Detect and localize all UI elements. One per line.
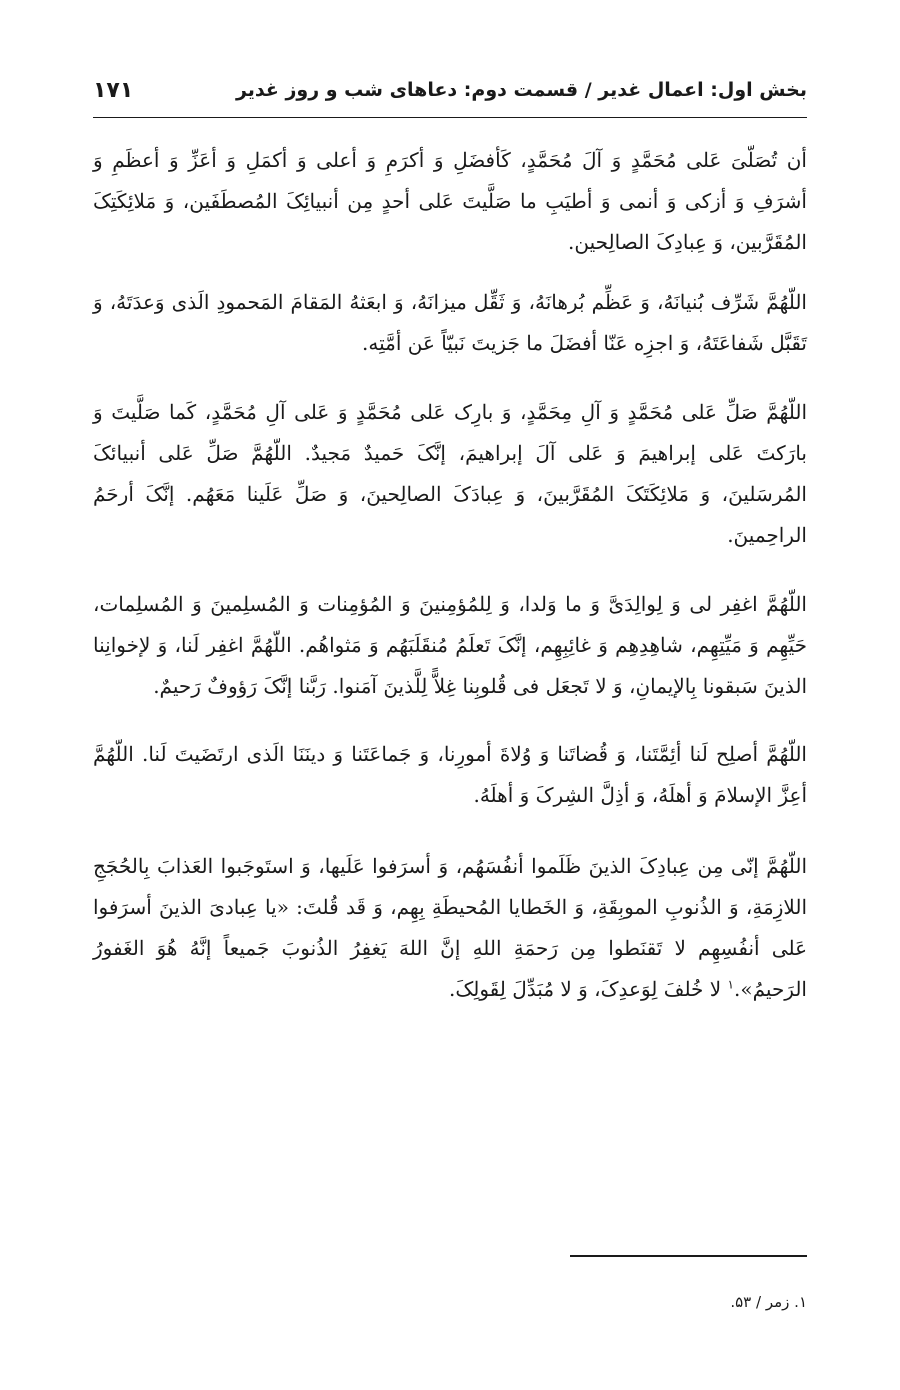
page-number: ۱۷۱ <box>93 77 134 103</box>
paragraph-5: اللّهُمَّ أصلِح لَنا أئِمَّتَنا، وَ قُضاتَنا وَ وُلاةَ أمورِنا، وَ جَماعَتَنا وَ دینَنَا الَذی ارتَضَیتَ لَنا. اللّهُمَّ أعِزَّ الإسلامَ وَ أهلَهُ، وَ أذِلَّ الشِرکَ وَ أهلَهُ. <box>93 742 807 807</box>
paragraph-1: أن تُصَلّیَ عَلی مُحَمَّدٍ وَ آلَ مُحَمَّدٍ، کَأفضَلِ وَ أکرَمِ وَ أعلی وَ أکمَلِ وَ أعَزِّ وَ أعظَمِ وَ أشرَفِ وَ أزکی وَ أنمی وَ أطیَبِ ما صَلَّیتَ عَلی أحدٍ مِن أنبیائِکَ المُصطَفَین، وَ مَلائِکَتِکَ المُقَرَّبین، وَ عِبادِکَ الصالِحین. <box>93 148 807 254</box>
paragraph-6-main: اللّهُمَّ إنّی مِن عِبادِکَ الذینَ ظَلَموا أنفُسَهُم، وَ أسرَفوا عَلَیها، وَ استَوجَبوا العَذابَ بِالحُجَجِ اللازِمَةِ، وَ الذُنوبِ الموبِقَةِ، وَ الخَطایا المُحیطَةِ بِهِم، وَ قَد قُلتَ: «یا عِبادیَ الذینَ أسرَفوا عَلی أنفُسِهِم لا تَقنَطوا مِن رَحمَةِ اللهِ إنَّ اللهَ یَغفِرُ الذُنوبَ جَمیعاً إنَّهُ هُوَ الغَفورُ الرَحیمُ». <box>93 854 807 1001</box>
footnote: ۱. زمر / ۵۳. <box>730 1293 807 1311</box>
paragraph-3: اللّهُمَّ صَلِّ عَلی مُحَمَّدٍ وَ آلِ مِحَمَّدٍ، وَ بارِک عَلی مُحَمَّدٍ وَ عَلی آلِ مُحَمَّدٍ، کَما صَلَّیتَ وَ بارَکتَ عَلی إبراهیمَ وَ عَلی آلَ إبراهیمَ، إنَّکَ حَمیدٌ مَجیدٌ. اللّهُمَّ صَلِّ عَلی أنبیائکَ المُرسَلینَ، وَ مَلائِکَتَکَ المُقَرَّبینَ، وَ عِبادَکَ الصالِحینَ، وَ صَلِّ عَلَینا مَعَهُم. إنَّکَ أرحَمُ الراحِمینَ. <box>93 400 807 547</box>
paragraph-6 <box>93 846 807 1010</box>
footnote-divider <box>570 1255 807 1257</box>
header-divider <box>93 117 807 118</box>
running-header <box>93 70 807 110</box>
paragraph-2: اللّهُمَّ شَرِّف بُنیانَهُ، وَ عَظِّم بُرهانَهُ، وَ ثَقِّل میزانَهُ، وَ ابعَثهُ المَقامَ المَحمودِ الَذی وَعدَتَهُ، وَ تَقَبَّل شَفاعَتَهُ، وَ اجزِه عَنّا أفضَلَ ما جَزیتَ نَبیّاً عَن أمَّتِه. <box>93 290 807 355</box>
footnote-reference[interactable]: ۱ <box>727 977 734 992</box>
section-title: بخش اول: اعمال غدیر / قسمت دوم: دعاهای شب و روز غدیر <box>235 79 807 101</box>
body-text <box>93 140 807 1031</box>
paragraph-4: اللّهُمَّ اغفِر لی وَ لِوالِدَیَّ وَ ما وَلدا، وَ لِلمُؤمِنینَ وَ المُؤمِنات وَ المُسلِمینَ وَ المُسلِمات، حَیِّهِم وَ مَیِّتِهِم، شاهِدِهِم وَ غائِبِهِم، إنَّکَ تَعلَمُ مُنقَلَبَهُم وَ مَثواهُم. اللّهُمَّ اغفِر لَنا، وَ لإخوانِنا الذینَ سَبقونا بِالإیمانِ، وَ لا تَجعَل فی قُلوبِنا غِلاًّ لِلَّذینَ آمَنوا. رَبَّنا إنَّکَ رَؤوفٌ رَحیمٌ. <box>93 592 807 698</box>
paragraph-6-tail: لا خُلفَ لِوَعدِکَ، وَ لا مُبَدِّلَ لِقَولِکَ. <box>449 977 728 1001</box>
